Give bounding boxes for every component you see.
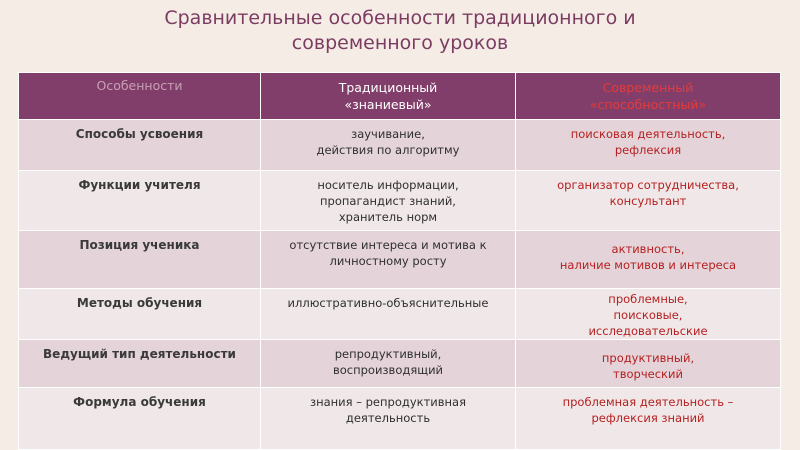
traditional-line: носитель информации, bbox=[317, 178, 459, 192]
traditional-line: репродуктивный, bbox=[334, 347, 442, 361]
modern-cell bbox=[516, 340, 781, 388]
modern-line: проблемные, bbox=[608, 292, 688, 306]
slide-title-line-1: Сравнительные особенности традиционного и bbox=[164, 7, 636, 29]
table-header-row bbox=[19, 73, 781, 120]
traditional-line: заучивание, bbox=[351, 127, 425, 141]
traditional-cell bbox=[261, 340, 516, 388]
modern-cell bbox=[516, 231, 781, 289]
feature-cell: Формула обучения bbox=[19, 388, 261, 450]
header-traditional-line-1: Традиционный bbox=[338, 80, 438, 95]
feature-cell: Позиция ученика bbox=[19, 231, 261, 289]
traditional-line: деятельность bbox=[345, 411, 431, 425]
traditional-cell bbox=[261, 231, 516, 289]
modern-cell bbox=[516, 171, 781, 231]
header-features bbox=[19, 73, 261, 120]
traditional-line: отсутствие интереса и мотива к bbox=[289, 238, 487, 252]
header-traditional bbox=[261, 73, 516, 120]
traditional-cell bbox=[261, 171, 516, 231]
header-features-label: Особенности bbox=[96, 78, 183, 93]
header-modern-line-2: «способностный» bbox=[589, 97, 707, 112]
modern-line: поисковая деятельность, bbox=[570, 127, 726, 141]
modern-cell bbox=[516, 120, 781, 171]
modern-cell bbox=[516, 388, 781, 450]
traditional-cell bbox=[261, 388, 516, 450]
header-traditional-line-2: «знаниевый» bbox=[344, 97, 432, 112]
modern-line: поисковые, bbox=[613, 308, 683, 322]
modern-line: активность, bbox=[611, 242, 685, 256]
table-row bbox=[19, 120, 781, 171]
table-row bbox=[19, 388, 781, 450]
feature-cell: Функции учителя bbox=[19, 171, 261, 231]
table-row bbox=[19, 231, 781, 289]
table-row bbox=[19, 171, 781, 231]
traditional-line: действия по алгоритму bbox=[316, 143, 460, 157]
comparison-table bbox=[18, 72, 781, 450]
traditional-line: хранитель норм bbox=[338, 210, 438, 224]
modern-line: исследовательские bbox=[588, 324, 708, 338]
modern-line: рефлексия знаний bbox=[591, 411, 705, 425]
header-modern bbox=[516, 73, 781, 120]
feature-cell: Способы усвоения bbox=[19, 120, 261, 171]
modern-line: организатор сотрудничества, bbox=[557, 178, 739, 192]
traditional-line: иллюстративно-объяснительные bbox=[287, 296, 489, 310]
slide-title-line-2: современного уроков bbox=[291, 32, 509, 54]
traditional-line: личностному росту bbox=[329, 254, 447, 268]
traditional-line: воспроизводящий bbox=[332, 363, 444, 377]
modern-line: наличие мотивов и интереса bbox=[559, 258, 737, 272]
modern-line: продуктивный, bbox=[601, 351, 695, 365]
table-row bbox=[19, 289, 781, 340]
traditional-line: пропагандист знаний, bbox=[320, 194, 456, 208]
header-modern-line-1: Современный bbox=[602, 80, 694, 95]
modern-line: проблемная деятельность – bbox=[562, 395, 734, 409]
modern-cell bbox=[516, 289, 781, 340]
slide-title bbox=[0, 6, 800, 56]
modern-line: консультант bbox=[609, 194, 687, 208]
traditional-cell bbox=[261, 120, 516, 171]
modern-line: творческий bbox=[613, 367, 683, 381]
modern-line: рефлексия bbox=[614, 143, 682, 157]
table-row bbox=[19, 340, 781, 388]
feature-cell: Ведущий тип деятельности bbox=[19, 340, 261, 388]
feature-cell: Методы обучения bbox=[19, 289, 261, 340]
traditional-line: знания – репродуктивная bbox=[309, 395, 467, 409]
traditional-cell bbox=[261, 289, 516, 340]
